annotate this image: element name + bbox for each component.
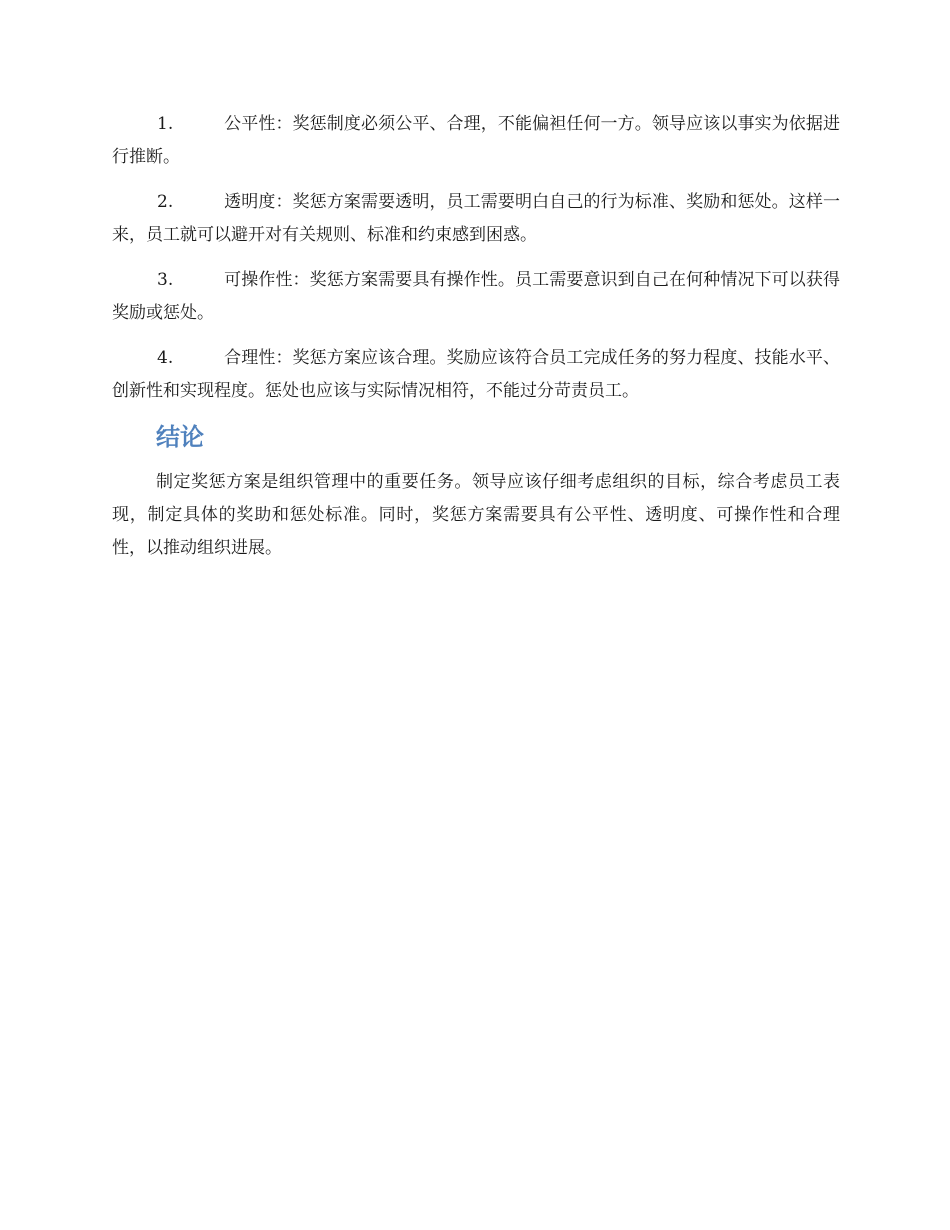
- conclusion-paragraph: 制定奖惩方案是组织管理中的重要任务。领导应该仔细考虑组织的目标，综合考虑员工表现，制定具体的奖助和惩处标准。同时，奖惩方案需要具有公平性、透明度、可操作性和合理性，以推动组织进展。: [112, 472, 840, 558]
- list-number: 4.: [157, 348, 174, 368]
- list-text: 公平性：奖惩制度必须公平、合理，不能偏袒任何一方。领导应该以事实为依据进行推断。: [112, 114, 840, 167]
- conclusion-heading: 结论: [156, 423, 204, 451]
- list-text: 合理性：奖惩方案应该合理。奖励应该符合员工完成任务的努力程度、技能水平、创新性和实现程度。惩处也应该与实际情况相符，不能过分苛责员工。: [112, 348, 840, 401]
- list-item-2: [112, 186, 840, 252]
- document-page: [112, 108, 840, 565]
- list-number: 3.: [157, 270, 174, 290]
- list-text: 可操作性：奖惩方案需要具有操作性。员工需要意识到自己在何种情况下可以获得奖励或惩处。: [112, 270, 840, 323]
- list-item-3: [112, 264, 840, 330]
- list-number: 1.: [157, 114, 174, 134]
- list-number: 2.: [157, 192, 174, 212]
- list-item-4: [112, 342, 840, 408]
- list-item-1: [112, 108, 840, 174]
- list-text: 透明度：奖惩方案需要透明，员工需要明白自己的行为标准、奖励和惩处。这样一来，员工就可以避开对有关规则、标准和约束感到困惑。: [112, 192, 840, 245]
